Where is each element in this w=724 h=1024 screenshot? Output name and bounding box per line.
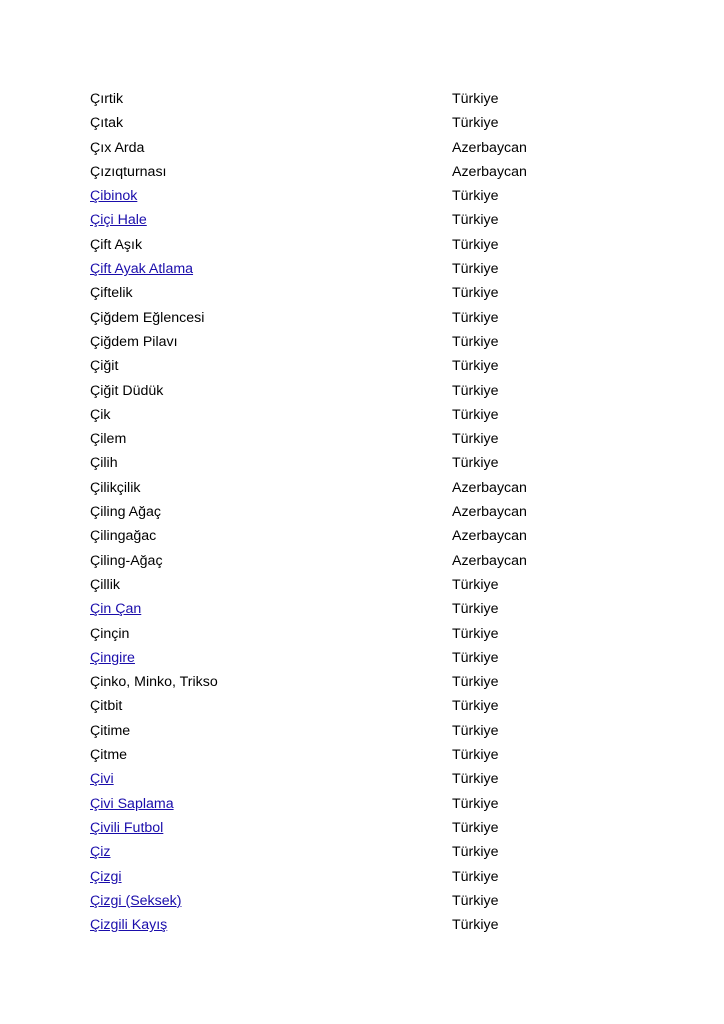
list-item xyxy=(90,694,650,718)
game-name: Çırtik xyxy=(90,91,124,107)
game-name: Çillik xyxy=(90,576,120,593)
list-item xyxy=(90,743,650,767)
list-item xyxy=(90,233,650,257)
list-item xyxy=(90,500,650,524)
game-name: Çilingağac xyxy=(90,528,157,545)
country-name: Türkiye xyxy=(452,722,499,739)
game-name: Çitbit xyxy=(90,698,123,715)
list-item xyxy=(90,816,650,840)
country-name: Türkiye xyxy=(452,431,499,448)
game-name-link[interactable]: Çivili Futbol xyxy=(90,819,164,836)
game-name: Çilih xyxy=(90,455,118,472)
list-item xyxy=(90,913,650,937)
game-name-link[interactable]: Çift Ayak Atlama xyxy=(90,261,194,278)
game-name: Çilikçilik xyxy=(90,479,141,496)
country-name: Azerbaycan xyxy=(452,479,527,496)
country-name: Türkiye xyxy=(452,212,499,229)
country-name: Azerbaycan xyxy=(452,552,527,569)
list-item xyxy=(90,379,650,403)
list-item xyxy=(90,646,650,670)
game-name: Çilem xyxy=(90,431,127,448)
list-item xyxy=(90,719,650,743)
list-item xyxy=(90,306,650,330)
list-item xyxy=(90,184,650,208)
list-item xyxy=(90,670,650,694)
list-item xyxy=(90,792,650,816)
game-name-link[interactable]: Çizgili Kayış xyxy=(90,917,168,934)
list-item xyxy=(90,87,650,111)
list-item xyxy=(90,451,650,475)
game-name-link[interactable]: Çivi Saplama xyxy=(90,795,174,812)
list-item xyxy=(90,549,650,573)
list-item xyxy=(90,840,650,864)
game-name: Çiğit Düdük xyxy=(90,382,164,399)
list-item xyxy=(90,403,650,427)
list-item xyxy=(90,257,650,281)
game-name: Çiling-Ağaç xyxy=(90,552,163,569)
list-item xyxy=(90,597,650,621)
country-name: Azerbaycan xyxy=(452,163,527,180)
country-name: Türkiye xyxy=(452,601,499,618)
game-name-link[interactable]: Çizgi xyxy=(90,868,122,885)
country-name: Türkiye xyxy=(452,674,499,691)
game-name: Çiftelik xyxy=(90,285,133,302)
game-name: Çik xyxy=(90,406,111,423)
list-item xyxy=(90,427,650,451)
list-item xyxy=(90,354,650,378)
game-name-link[interactable]: Çingire xyxy=(90,649,135,666)
list-item xyxy=(90,281,650,305)
country-name: Türkiye xyxy=(452,115,499,132)
game-name-link[interactable]: Çin Çan xyxy=(90,601,142,618)
list-item xyxy=(90,111,650,135)
game-name: Çiğit xyxy=(90,358,119,375)
list-item xyxy=(90,476,650,500)
country-name: Türkiye xyxy=(452,261,499,278)
country-name: Türkiye xyxy=(452,892,499,909)
country-name: Türkiye xyxy=(452,333,499,350)
list-item xyxy=(90,865,650,889)
list-item xyxy=(90,136,650,160)
country-name: Azerbaycan xyxy=(452,528,527,545)
list-item xyxy=(90,622,650,646)
game-name-link[interactable]: Çiz xyxy=(90,844,111,861)
country-name: Türkiye xyxy=(452,819,499,836)
country-name: Türkiye xyxy=(452,649,499,666)
country-name: Türkiye xyxy=(452,917,499,934)
game-name: Çiling Ağaç xyxy=(90,504,161,521)
list-item xyxy=(90,767,650,791)
game-name: Çiğdem Pilavı xyxy=(90,333,178,350)
game-name-link[interactable]: Çizgi (Seksek) xyxy=(90,892,182,909)
game-name-link[interactable]: Çiçi Hale xyxy=(90,212,147,229)
game-name: Çift Aşık xyxy=(90,236,143,253)
game-name-link[interactable]: Çivi xyxy=(90,771,114,788)
game-list xyxy=(90,87,650,937)
game-name: Çızıqturnası xyxy=(90,163,167,180)
game-name: Çitime xyxy=(90,722,131,739)
country-name: Türkiye xyxy=(452,91,499,107)
list-item xyxy=(90,524,650,548)
list-item xyxy=(90,573,650,597)
game-name: Çıtak xyxy=(90,115,124,132)
game-name-link[interactable]: Çibinok xyxy=(90,188,138,205)
country-name: Türkiye xyxy=(452,358,499,375)
game-name: Çinçin xyxy=(90,625,130,642)
list-item xyxy=(90,208,650,232)
country-name: Türkiye xyxy=(452,698,499,715)
country-name: Türkiye xyxy=(452,406,499,423)
country-name: Türkiye xyxy=(452,236,499,253)
country-name: Türkiye xyxy=(452,309,499,326)
country-name: Türkiye xyxy=(452,455,499,472)
country-name: Türkiye xyxy=(452,625,499,642)
country-name: Türkiye xyxy=(452,285,499,302)
country-name: Türkiye xyxy=(452,868,499,885)
country-name: Türkiye xyxy=(452,576,499,593)
game-name: Çitme xyxy=(90,747,128,764)
game-name: Çıx Arda xyxy=(90,139,145,156)
game-name: Çiğdem Eğlencesi xyxy=(90,309,205,326)
game-name: Çinko, Minko, Trikso xyxy=(90,674,218,691)
country-name: Türkiye xyxy=(452,844,499,861)
list-item xyxy=(90,330,650,354)
country-name: Azerbaycan xyxy=(452,504,527,521)
country-name: Türkiye xyxy=(452,795,499,812)
country-name: Türkiye xyxy=(452,747,499,764)
country-name: Azerbaycan xyxy=(452,139,527,156)
country-name: Türkiye xyxy=(452,771,499,788)
country-name: Türkiye xyxy=(452,382,499,399)
list-item xyxy=(90,889,650,913)
list-item xyxy=(90,160,650,184)
country-name: Türkiye xyxy=(452,188,499,205)
